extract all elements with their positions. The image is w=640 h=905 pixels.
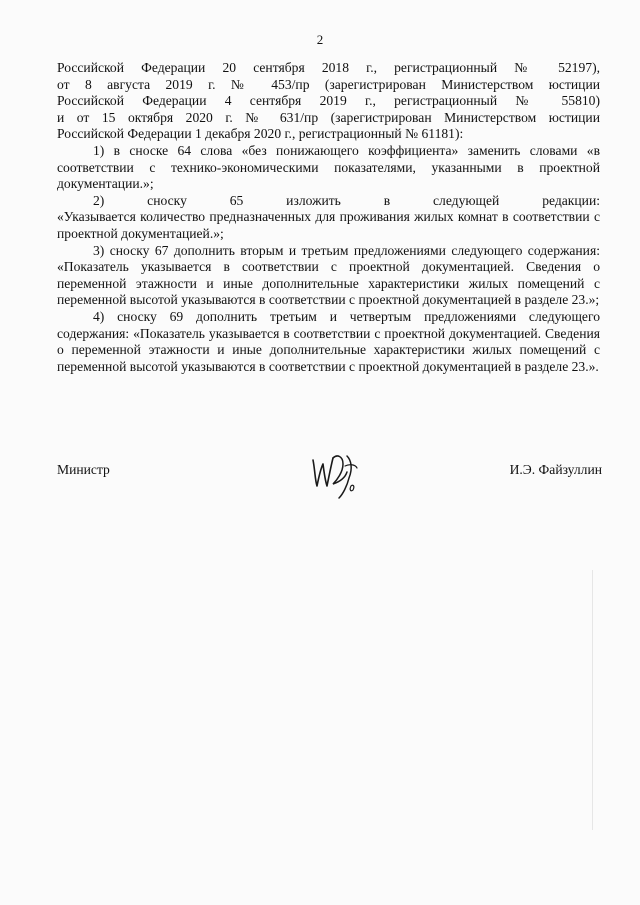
amendment-item-2-text: «Указывается количество предназначенных для проживания жилых комнат в соответствии с проектной документацией.»; — [57, 209, 600, 241]
intro-line: от 8 августа 2019 г. № 453/пр (зарегистрирован Министерством юстиции — [57, 76, 600, 92]
signatory-title: Министр — [57, 462, 110, 477]
signatory-name: И.Э. Файзуллин — [509, 462, 602, 477]
handwritten-signature — [307, 446, 363, 500]
page-number: 2 — [316, 32, 324, 47]
document-body — [57, 60, 600, 375]
intro-line: Российской Федерации 4 сентября 2019 г., регистрационный № 55810) — [57, 93, 600, 109]
intro-line: и от 15 октября 2020 г. № 631/пр (зарегистрирован Министерством юстиции — [57, 109, 600, 125]
amendment-item-1: 1) в сноске 64 слова «без понижающего коэффициента» заменить словами «в соответствии с технико-экономическими показателями, указанными в проектной документации.»; — [57, 142, 600, 192]
intro-line: Российской Федерации 1 декабря 2020 г., регистрационный № 61181): — [57, 126, 464, 142]
intro-line: Российской Федерации 20 сентября 2018 г., регистрационный № 52197), — [57, 60, 600, 75]
scan-artifact-line — [592, 570, 593, 830]
amendment-item-4: 4) сноску 69 дополнить третьим и четвертым предложениями следующего содержания: «Показатель указывается в соответствии с проектной документацией. Сведения о переменной этажности и иные дополнительные характеристики жилых помещений с переменной высотой указываются в соответствии с проектной документацией в разделе 23.». — [57, 308, 600, 374]
signature-block — [57, 446, 602, 506]
amendment-item-2-heading: 2) сноску 65 изложить в следующей редакции: — [93, 192, 600, 208]
amendment-item-3: 3) сноску 67 дополнить вторым и третьим предложениями следующего содержания: «Показатель указывается в соответствии с проектной документацией. Сведения о переменной этажности и иные дополнительные характеристики жилых помещений с переменной высотой указываются в соответствии с проектной документацией в разделе 23.»; — [57, 242, 600, 308]
